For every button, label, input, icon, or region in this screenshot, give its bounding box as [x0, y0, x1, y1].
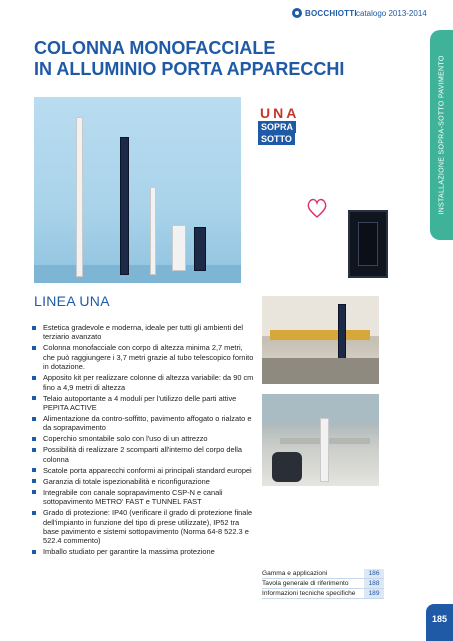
office-column-white [320, 418, 329, 482]
column-mid-white [150, 187, 156, 275]
bullet-square-icon [32, 511, 36, 515]
feature-item: Colonna monofacciale con corpo di altezza minima 2,7 metri, che può raggiungere i 3,7 metri grazie al tubo telescopico fornito in dotazione. [32, 343, 256, 371]
product-photo-columns [34, 97, 241, 283]
page-title [34, 38, 424, 80]
feature-item: Coperchio smontabile solo con l'uso di un attrezzo [32, 434, 256, 443]
logo-line-1: SOPRA [258, 121, 296, 133]
reference-page: 189 [364, 589, 384, 598]
reference-row[interactable] [262, 589, 384, 599]
section-side-tab[interactable] [430, 30, 453, 240]
feature-item: Scatole porta apparecchi conformi ai principali standard europei [32, 466, 256, 475]
bullet-square-icon [32, 396, 36, 400]
page-number: 185 [431, 614, 448, 624]
bocchiotti-logo-icon [292, 8, 302, 18]
column-tall-dark [120, 137, 129, 275]
feature-item: Alimentazione da contro-soffitto, pavimento affogato o rialzato e da soprapavimento [32, 414, 256, 433]
bullet-square-icon [32, 376, 36, 380]
feature-item: Garanzia di totale ispezionabilità e riconfigurazione [32, 477, 256, 486]
photo-floor [34, 265, 241, 283]
socket-frame [358, 222, 378, 266]
reference-row[interactable] [262, 569, 384, 579]
bullet-square-icon [32, 417, 36, 421]
bullet-square-icon [32, 437, 36, 441]
feature-item: Telaio autoportante a 4 moduli per l'utilizzo delle parti attive PEPITA ACTIVE [32, 394, 256, 413]
reference-page: 188 [364, 579, 384, 588]
bullet-square-icon [32, 468, 36, 472]
title-line-1: COLONNA MONOFACCIALE [34, 38, 276, 58]
page-header [0, 0, 453, 20]
una-logo [258, 105, 326, 151]
product-photo-office-1 [262, 296, 379, 384]
product-photo-socket [348, 210, 388, 278]
feature-item: Estetica gradevole e moderna, ideale per tutti gli ambienti del terziario avanzato [32, 323, 256, 342]
reference-label: Tavola generale di riferimento [262, 580, 349, 587]
bullet-square-icon [32, 479, 36, 483]
reference-table [262, 569, 384, 599]
reference-label: Gamma e applicazioni [262, 570, 328, 577]
brand [292, 8, 357, 18]
reference-row[interactable] [262, 579, 384, 589]
bullet-square-icon [32, 550, 36, 554]
bullet-square-icon [32, 448, 36, 452]
catalog-label: catalogo 2013-2014 [356, 9, 427, 18]
reference-label: Informazioni tecniche specifiche [262, 590, 356, 597]
column-short-dark [194, 227, 206, 271]
feature-item: Integrabile con canale soprapavimento CSP-N e canali sottopavimento METRO' FAST e TUNNEL FAST [32, 488, 256, 507]
page-number-tab [426, 604, 453, 641]
feature-item: Grado di protezione: IP40 (verificare il grado di protezione finale dell'impianto in funzione del tipo di prese utilizzate), IP52 tra base pavimento e sistemi sottopavimento (Norma 64-8 522.3 e 522.4 commento) [32, 508, 256, 546]
logo-una-text: UNA [260, 105, 300, 121]
logo-line-2: SOTTO [258, 133, 295, 145]
product-photo-office-2 [262, 394, 379, 486]
feature-list [32, 323, 256, 558]
section-heading: LINEA UNA [34, 293, 110, 309]
bullet-square-icon [32, 490, 36, 494]
feature-item: Apposito kit per realizzare colonne di altezza variabile: da 90 cm fino a 4,9 metri di altezza [32, 373, 256, 392]
column-short-white [172, 225, 186, 271]
feature-item: Imballo studiato per garantire la massima protezione [32, 547, 256, 556]
heart-icon [305, 196, 329, 220]
brand-name: BOCCHIOTTI [305, 8, 357, 18]
side-tab-label: INSTALLAZIONE SOPRA-SOTTO PAVIMENTO [438, 55, 445, 215]
column-tall-white [76, 117, 83, 277]
bullet-square-icon [32, 346, 36, 350]
feature-item: Possibilità di realizzare 2 scomparti all'interno del corpo della colonna [32, 445, 256, 464]
title-line-2: IN ALLUMINIO PORTA APPARECCHI [34, 59, 345, 79]
bullet-square-icon [32, 326, 36, 330]
reference-page: 186 [364, 569, 384, 578]
